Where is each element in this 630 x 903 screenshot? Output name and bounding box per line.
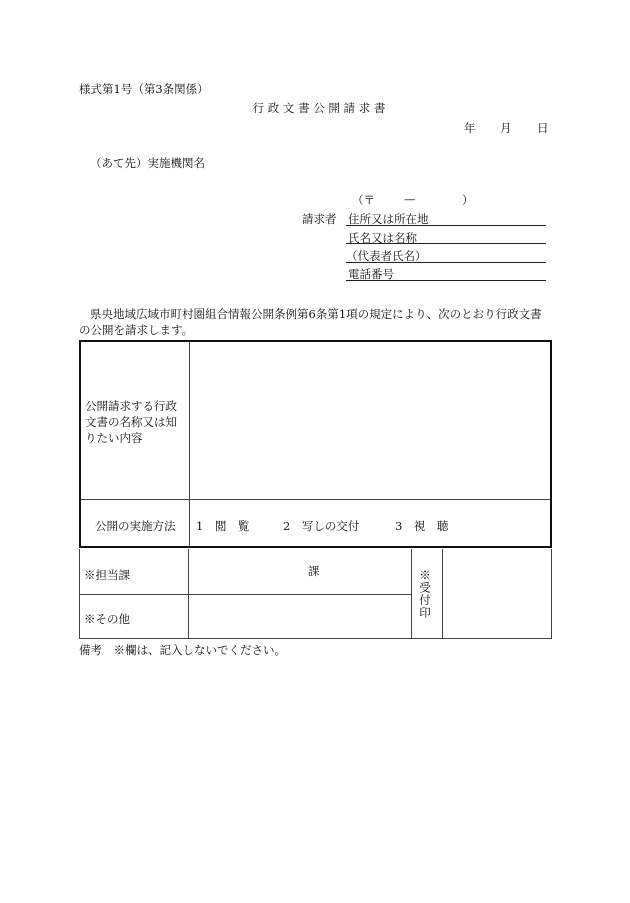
postal-open: （〒: [352, 193, 375, 207]
method-option-listen[interactable]: 3 視 聴: [395, 519, 449, 533]
address-underline: [346, 225, 546, 226]
postal-dash: —: [404, 192, 416, 206]
representative-label: （代表者氏名）: [346, 249, 427, 263]
other-label: ※その他: [84, 612, 130, 626]
intro-line-2: の公開を請求します。: [79, 323, 194, 337]
addressee: （あて先）実施機関名: [90, 156, 205, 170]
office-use-table: [79, 549, 552, 639]
address-label: 住所又は所在地: [348, 212, 429, 226]
form-title: 行 政 文 書 公 開 請 求 書: [252, 101, 386, 115]
form-number: 様式第1号（第3条関係）: [79, 82, 209, 96]
date-month: 月: [500, 121, 512, 135]
method-label: 公開の実施方法: [95, 519, 176, 533]
method-option-view[interactable]: 1 閲 覧: [196, 519, 250, 533]
intro-line-1: 県央地域広域市町村圏組合情報公開条例第6条第1項の規定により、次のとおり行政文書: [90, 307, 542, 321]
date-year: 年: [464, 121, 476, 135]
name-underline: [346, 243, 546, 244]
request-table: [79, 340, 552, 548]
name-label: 氏名又は名称: [348, 231, 417, 245]
representative-underline: [346, 262, 546, 263]
method-option-copy[interactable]: 2 写しの交付: [283, 519, 360, 533]
section-label: ※担当課: [84, 568, 130, 582]
postal-close: ）: [462, 193, 474, 207]
request-content-field[interactable]: [190, 342, 550, 498]
section-unit: 課: [308, 564, 320, 578]
note: 備考 ※欄は、記入しないでください。: [79, 643, 286, 657]
request-content-label: 公開請求する行政 文書の名称又は知 りたい内容: [85, 399, 177, 445]
phone-underline: [346, 280, 546, 281]
reception-stamp-label: ※受付印: [418, 569, 432, 619]
date-day: 日: [537, 121, 549, 135]
phone-label: 電話番号: [348, 267, 394, 281]
requester-label: 請求者: [302, 212, 337, 226]
